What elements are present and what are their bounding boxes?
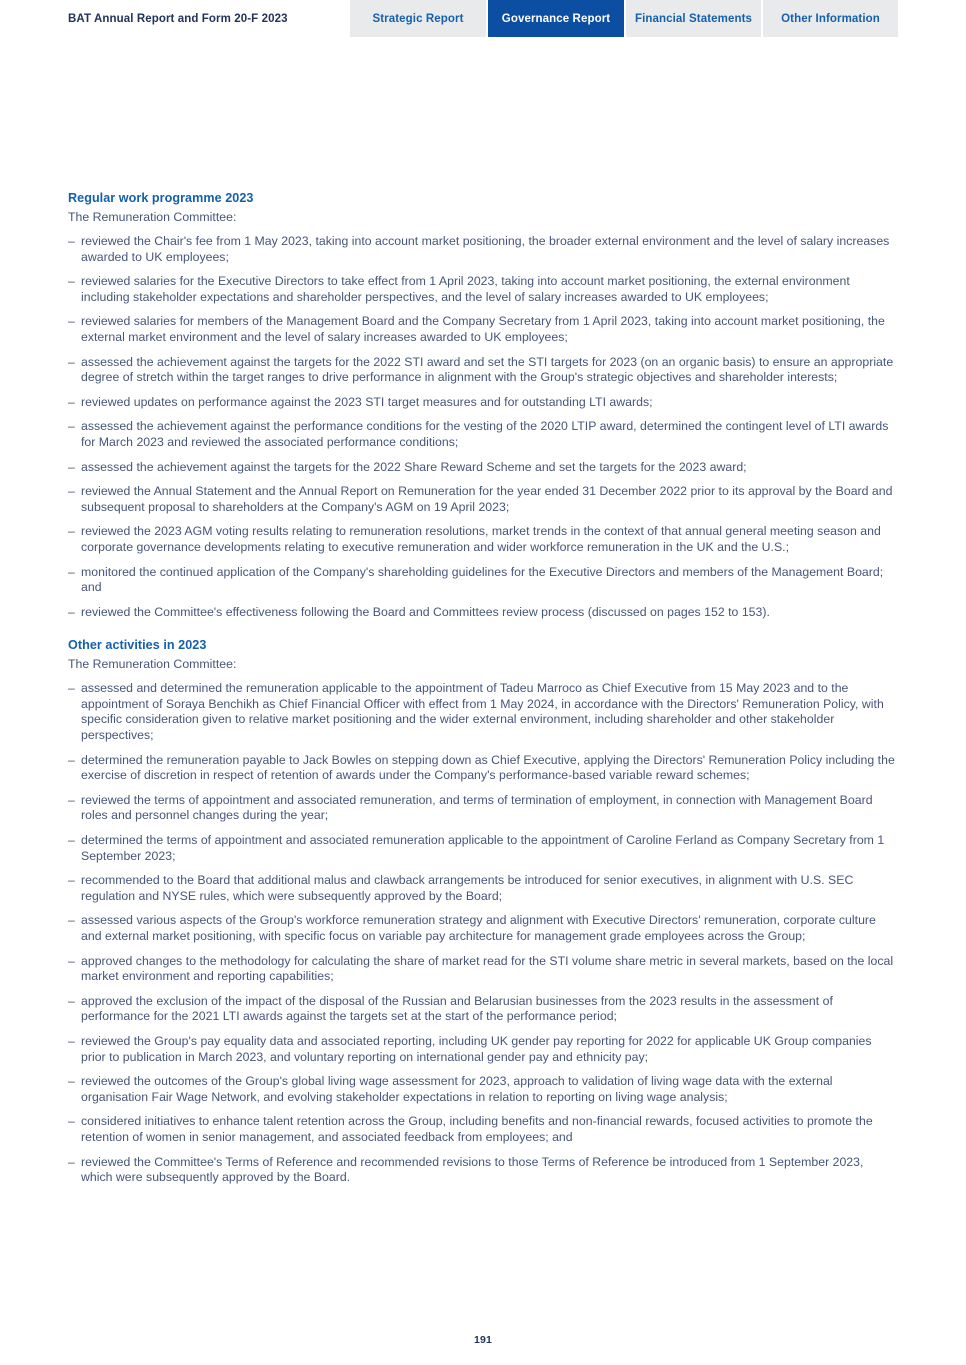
bullet-text: assessed the achievement against the performance conditions for the vesting of the 2020 LTIP award, determined the contingent level of LTI awards for March 2023 and reviewed the associated performance conditions; (81, 419, 889, 449)
bullet-dash-icon: – (68, 394, 75, 409)
bullet-dash-icon: – (68, 1114, 75, 1129)
bullet-text: assessed the achievement against the targets for the 2022 Share Reward Scheme and set the targets for the 2023 award; (81, 459, 747, 474)
bullet-text: reviewed the Committee's effectiveness following the Board and Committees review process (discussed on pages 152 to 153). (81, 604, 770, 619)
bullet-dash-icon: – (68, 234, 75, 248)
bullet-text: monitored the continued application of the Company's shareholding guidelines for the Executive Directors and members of the Management Board; and (81, 564, 884, 595)
bullet-item (68, 1074, 898, 1105)
bullet-list (68, 681, 898, 1185)
tab-governance-report[interactable]: Governance Report (488, 0, 624, 37)
bullet-text: reviewed the Group's pay equality data and associated reporting, including UK gender pay reporting for 2022 for applicable UK Group companies prior to publication in March 2023, and voluntary reporting on international gender pay and ethnicity pay; (81, 1033, 872, 1064)
bullet-item (68, 355, 898, 386)
section-tabs (350, 0, 898, 37)
bullet-text: reviewed salaries for the Executive Directors to take effect from 1 April 2023, taking into account market positioning, the external environment including stakeholder expectations and shareholder perspectives, and the level of salary increases awarded to UK employees; (81, 274, 850, 304)
bullet-text: approved changes to the methodology for calculating the share of market read for the STI volume share metric in several markets, based on the local market environment and reporting capabilities; (81, 953, 894, 984)
bullet-item (68, 419, 898, 450)
bullet-list (68, 234, 898, 620)
bullet-dash-icon: – (68, 792, 75, 807)
bullet-dash-icon: – (68, 484, 75, 499)
bullet-dash-icon: – (68, 604, 75, 619)
bullet-text: reviewed the terms of appointment and associated remuneration, and terms of termination of employment, in connection with Management Board roles and personnel changes during the year; (81, 792, 873, 823)
bullet-text: assessed various aspects of the Group's workforce remuneration strategy and alignment with Executive Directors' remuneration, corporate culture and external market positioning, with specific focus on variable pay architecture for management grade employees across the Group; (81, 913, 876, 943)
bullet-item (68, 1155, 898, 1186)
bullet-dash-icon: – (68, 873, 75, 888)
bullet-dash-icon: – (68, 752, 75, 767)
section-heading: Other activities in 2023 (68, 638, 207, 653)
bullet-dash-icon: – (68, 1154, 75, 1169)
bullet-text: determined the terms of appointment and associated remuneration applicable to the appointment of Caroline Ferland as Company Secretary from 1 September 2023; (81, 833, 885, 863)
bullet-text: recommended to the Board that additional malus and clawback arrangements be introduced for senior executives, in alignment with U.S. SEC regulation and NYSE rules, which were subsequently approved by the Board; (81, 873, 854, 903)
bullet-item (68, 524, 898, 555)
page-header (0, 0, 966, 38)
bullet-text: determined the remuneration payable to Jack Bowles on stepping down as Chief Executive, applying the Directors' Remuneration Policy including the exercise of discretion in respect of retention of awards under the Company's performance-based variable reward schemes; (81, 752, 895, 783)
bullet-item (68, 314, 898, 345)
content-section (68, 637, 898, 1185)
section-intro-text: The Remuneration Committee: (68, 657, 237, 672)
page-number: 191 (473, 1334, 493, 1346)
bullet-text: considered initiatives to enhance talent retention across the Group, including benefits and non-financial rewards, focused activities to promote the retention of women in senior management, and associated feedback from employees; and (81, 1114, 873, 1144)
section-intro-text: The Remuneration Committee: (68, 210, 237, 224)
bullet-dash-icon: – (68, 314, 75, 329)
bullet-dash-icon: – (68, 993, 75, 1008)
bullet-dash-icon: – (68, 354, 75, 369)
bullet-dash-icon: – (68, 419, 75, 434)
bullet-item (68, 605, 898, 621)
bullet-dash-icon: – (68, 681, 75, 696)
bullet-text: reviewed the Committee's Terms of Reference and recommended revisions to those Terms of Reference be introduced from 1 September 2023, which were subsequently approved by the Board. (81, 1154, 864, 1185)
bullet-item (68, 913, 898, 944)
bullet-dash-icon: – (68, 459, 75, 474)
bullet-text: reviewed the 2023 AGM voting results relating to remuneration resolutions, market trends in the context of that annual general meeting season and corporate governance developments relating to executive remuneration and wider workforce remuneration in the UK and the U.S.; (81, 524, 881, 554)
bullet-item (68, 793, 898, 824)
bullet-dash-icon: – (68, 524, 75, 539)
bullet-dash-icon: – (68, 274, 75, 289)
bullet-text: reviewed updates on performance against the 2023 STI target measures and for outstanding LTI awards; (81, 394, 653, 409)
page-footer (0, 1330, 966, 1348)
bullet-item (68, 484, 898, 515)
tab-other-information[interactable]: Other Information (763, 0, 898, 37)
content-section (68, 190, 898, 620)
bullet-item (68, 460, 898, 476)
bullet-dash-icon: – (68, 1033, 75, 1048)
bullet-text: reviewed the Annual Statement and the Annual Report on Remuneration for the year ended 31 December 2022 prior to its approval by the Board and subsequent proposal to shareholders at the Company's AGM on 19 April 2023; (81, 484, 893, 514)
bullet-item (68, 1114, 898, 1145)
page-content (68, 190, 898, 1186)
tab-strategic-report[interactable]: Strategic Report (350, 0, 486, 37)
bullet-item (68, 954, 898, 985)
bullet-text: assessed the achievement against the targets for the 2022 STI award and set the STI targets for 2023 (on an organic basis) to ensure an appropriate degree of stretch within the target ranges to drive performance in alignment with the Group's strategic objectives and shareholder interests; (81, 354, 894, 385)
section-heading: Regular work programme 2023 (68, 191, 254, 205)
bullet-dash-icon: – (68, 833, 75, 848)
bullet-item (68, 681, 898, 743)
bullet-dash-icon: – (68, 913, 75, 928)
bullet-dash-icon: – (68, 953, 75, 968)
report-title: BAT Annual Report and Form 20-F 2023 (68, 13, 288, 25)
bullet-dash-icon: – (68, 1074, 75, 1089)
bullet-text: approved the exclusion of the impact of the disposal of the Russian and Belarusian businesses from the 2023 results in the assessment of performance for the 2021 LTI awards against the targets set at the start of the performance period; (81, 993, 833, 1024)
bullet-item (68, 565, 898, 596)
bullet-text: reviewed the outcomes of the Group's global living wage assessment for 2023, approach to validation of living wage data with the external organisation Fair Wage Network, and evolving stakeholder expectations in relation to reporting on living wage analysis; (81, 1074, 833, 1104)
bullet-text: reviewed the Chair's fee from 1 May 2023, taking into account market positioning, the broader external environment and the level of salary increases awarded to UK employees; (81, 234, 890, 264)
bullet-item (68, 753, 898, 784)
bullet-text: reviewed salaries for members of the Management Board and the Company Secretary from 1 April 2023, taking into account market positioning, the external market environment and the level of salary increases awarded to UK employees; (81, 314, 885, 344)
bullet-dash-icon: – (68, 564, 75, 579)
bullet-text: assessed and determined the remuneration applicable to the appointment of Tadeu Marroco as Chief Executive from 15 May 2023 and to the appointment of Soraya Benchikh as Chief Financial Officer with effect from 1 May 2024, in accordance with the Directors' Remuneration Policy, with specific consideration given to relative market positioning and the wider external environment, including shareholder and other stakeholder perspectives; (81, 681, 884, 743)
bullet-item (68, 873, 898, 904)
bullet-item (68, 1034, 898, 1065)
tab-financial-statements[interactable]: Financial Statements (626, 0, 761, 37)
bullet-item (68, 274, 898, 305)
bullet-item (68, 395, 898, 411)
bullet-item (68, 833, 898, 864)
bullet-item (68, 234, 898, 265)
bullet-item (68, 994, 898, 1025)
